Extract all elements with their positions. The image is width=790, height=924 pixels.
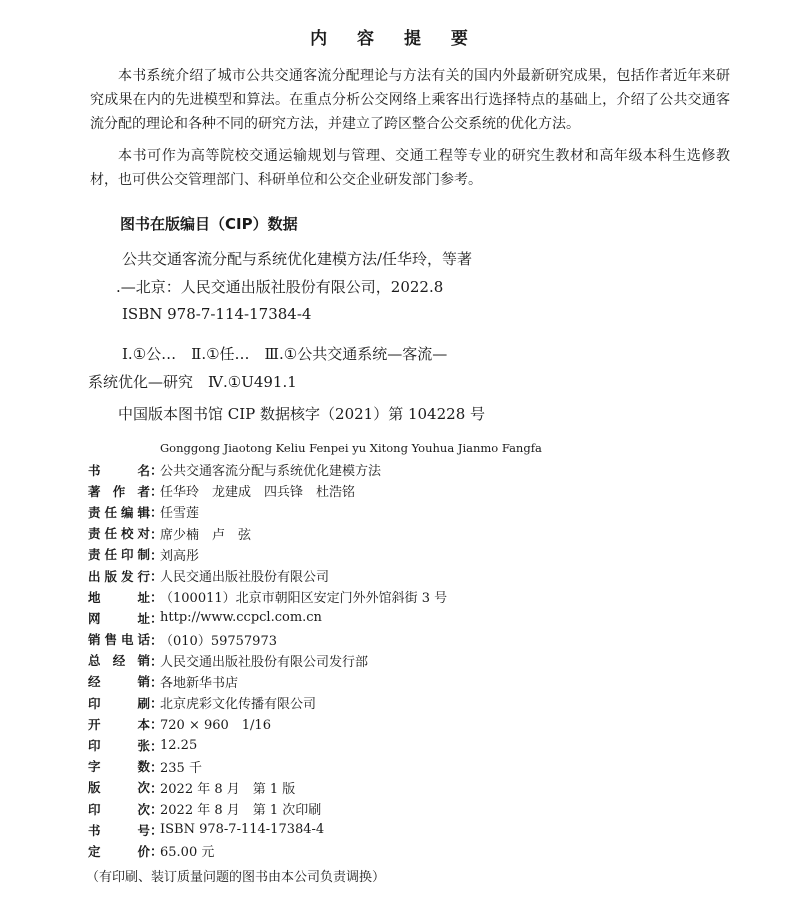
info-label: 定价 (88, 843, 150, 859)
info-row (88, 692, 768, 713)
info-value: 任华玲 龙建成 四兵锋 杜浩铭 (160, 485, 356, 501)
info-value: 任雪莲 (160, 506, 200, 522)
info-label: 责任编辑 (88, 504, 150, 520)
cip-title-line: 公共交通客流分配与系统优化建模方法/任华玲，等著 (122, 250, 473, 268)
info-row (88, 523, 768, 544)
abstract-section (90, 64, 730, 200)
info-colon: ： (150, 824, 164, 840)
info-value: 席少楠 卢 弦 (160, 527, 252, 543)
info-label: 书名 (88, 462, 150, 478)
info-row (88, 819, 768, 840)
info-value: 刘高彤 (160, 548, 200, 564)
info-label: 网址 (88, 610, 150, 626)
info-row (88, 777, 768, 798)
info-row (88, 713, 768, 734)
info-value: 235 千 (160, 760, 202, 776)
info-colon: ： (150, 485, 164, 501)
info-label: 字数 (88, 759, 150, 775)
info-label: 书号 (88, 822, 150, 838)
info-label: 责任校对 (88, 526, 150, 542)
info-label: 印张 (88, 738, 150, 754)
abstract-paragraph-1: 本书系统介绍了城市公共交通客流分配理论与方法有关的国内外最新研究成果，包括作者近年来研究成果在内的先进模型和算法。在重点分析公交网络上乘客出行选择特点的基础上，介绍了公共交通客流分配的理论和各种不同的研究方法，并建立了跨区整合公交系统的优化方法。 (90, 68, 730, 132)
info-colon: ： (150, 612, 164, 628)
info-label: 出版发行 (88, 568, 150, 584)
info-colon: ： (150, 591, 164, 607)
info-row (88, 798, 768, 819)
info-row (88, 501, 768, 522)
cip-heading: 图书在版编目（CIP）数据 (120, 215, 298, 233)
cip-record-number: 中国版本图书馆 CIP 数据核字（2021）第 104228 号 (118, 405, 486, 423)
info-label: 地址 (88, 589, 150, 605)
info-label: 销售电话 (88, 632, 150, 648)
info-value: （010）59757973 (160, 633, 277, 649)
info-colon: ： (150, 760, 164, 776)
cip-classification-line: Ⅰ.①公… Ⅱ.①任… Ⅲ.①公共交通系统—客流— (122, 345, 448, 363)
info-colon: ： (150, 570, 164, 586)
info-colon: ： (150, 527, 164, 543)
info-colon: ： (150, 845, 164, 861)
info-label: 开本 (88, 716, 150, 732)
publication-info-list (88, 459, 768, 862)
info-label: 版次 (88, 780, 150, 796)
info-row (88, 629, 768, 650)
info-label: 责任印制 (88, 547, 150, 563)
info-row (88, 650, 768, 671)
info-value: 公共交通客流分配与系统优化建模方法 (160, 464, 382, 480)
info-value: 人民交通出版社股份有限公司 (160, 570, 330, 586)
info-row (88, 671, 768, 692)
info-colon: ： (150, 654, 164, 670)
info-row (88, 459, 768, 480)
info-colon: ： (150, 781, 164, 797)
info-label: 印刷 (88, 695, 150, 711)
info-label: 总经销 (88, 653, 150, 669)
info-row (88, 840, 768, 861)
info-colon: ： (150, 739, 164, 755)
cip-classification-continued: 系统优化—研究 Ⅳ.①U491.1 (88, 373, 297, 391)
info-row (88, 734, 768, 755)
info-label: 著作者 (88, 483, 150, 499)
info-row (88, 607, 768, 628)
info-value: 2022 年 8 月 第 1 版 (160, 781, 296, 797)
info-row (88, 480, 768, 501)
info-value: 65.00 元 (160, 845, 215, 861)
info-value: ISBN 978-7-114-17384-4 (160, 822, 325, 838)
info-value: （100011）北京市朝阳区安定门外外馆斜街 3 号 (160, 591, 448, 607)
info-value: 12.25 (160, 737, 198, 753)
page-title: 内 容 提 要 (310, 29, 480, 49)
abstract-paragraph-2: 本书可作为高等院校交通运输规划与管理、交通工程等专业的研究生教材和高年级本科生选修教材，也可供公交管理部门、科研单位和公交企业研发部门参考。 (90, 148, 730, 188)
info-colon: ： (150, 718, 164, 734)
info-colon: ： (150, 464, 164, 480)
info-colon: ： (150, 697, 164, 713)
info-value: 人民交通出版社股份有限公司发行部 (160, 654, 369, 670)
info-row (88, 586, 768, 607)
footer-note: （有印刷、装订质量问题的图书由本公司负责调换） (86, 870, 386, 885)
info-value: 720 × 960 1/16 (160, 718, 271, 734)
cip-isbn-line: ISBN 978-7-114-17384-4 (122, 305, 312, 323)
info-colon: ： (150, 803, 164, 819)
info-value: http://www.ccpcl.com.cn (160, 610, 322, 626)
info-label: 经销 (88, 674, 150, 690)
info-row (88, 756, 768, 777)
info-colon: ： (150, 506, 164, 522)
info-row (88, 544, 768, 565)
info-colon: ： (150, 633, 164, 649)
info-value: 2022 年 8 月 第 1 次印刷 (160, 803, 322, 819)
info-colon: ： (150, 548, 164, 564)
info-colon: ： (150, 675, 164, 691)
info-row (88, 565, 768, 586)
pinyin-title: Gonggong Jiaotong Keliu Fenpei yu Xitong Youhua Jianmo Fangfa (160, 441, 542, 455)
info-value: 各地新华书店 (160, 675, 239, 691)
info-value: 北京虎彩文化传播有限公司 (160, 697, 317, 713)
cip-publisher-line: .—北京：人民交通出版社股份有限公司，2022.8 (116, 278, 444, 296)
info-label: 印次 (88, 801, 150, 817)
